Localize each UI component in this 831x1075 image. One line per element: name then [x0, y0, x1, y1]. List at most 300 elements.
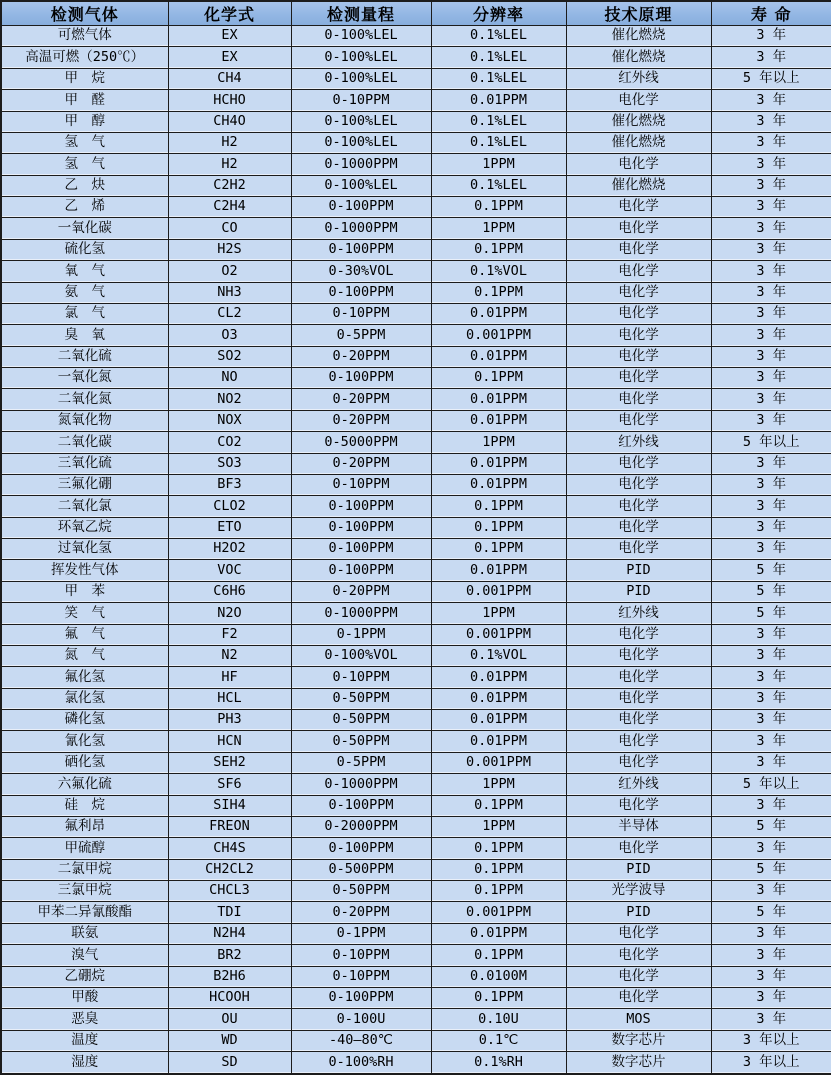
cell-life: 3 年: [711, 945, 831, 966]
cell-principle: PID: [566, 859, 711, 880]
cell-range: 0-1000PPM: [291, 218, 431, 239]
cell-range: 0-1PPM: [291, 923, 431, 944]
cell-formula: CL2: [168, 303, 291, 324]
cell-resolution: 1PPM: [431, 816, 566, 837]
table-row: [1, 282, 831, 303]
cell-gas: 二氯甲烷: [1, 859, 168, 880]
cell-formula: BR2: [168, 945, 291, 966]
cell-resolution: 0.001PPM: [431, 752, 566, 773]
cell-range: 0-10PPM: [291, 667, 431, 688]
table-row: [1, 197, 831, 218]
cell-resolution: 0.01PPM: [431, 474, 566, 495]
cell-resolution: 0.1%LEL: [431, 26, 566, 47]
cell-range: 0-100PPM: [291, 517, 431, 538]
table-row: [1, 303, 831, 324]
cell-formula: SEH2: [168, 752, 291, 773]
cell-resolution: 0.01PPM: [431, 410, 566, 431]
cell-resolution: 1PPM: [431, 603, 566, 624]
cell-resolution: 0.1PPM: [431, 945, 566, 966]
cell-resolution: 0.1PPM: [431, 881, 566, 902]
cell-range: 0-100%LEL: [291, 132, 431, 153]
cell-principle: 电化学: [566, 90, 711, 111]
cell-life: 3 年: [711, 645, 831, 666]
cell-resolution: 0.01PPM: [431, 453, 566, 474]
cell-life: 3 年: [711, 154, 831, 175]
cell-range: 0-100PPM: [291, 368, 431, 389]
cell-gas: 可燃气体: [1, 26, 168, 47]
cell-life: 5 年: [711, 560, 831, 581]
cell-principle: 电化学: [566, 154, 711, 175]
cell-formula: B2H6: [168, 966, 291, 987]
cell-formula: CLO2: [168, 496, 291, 517]
table-row: [1, 496, 831, 517]
cell-life: 5 年: [711, 603, 831, 624]
cell-gas: 氟 气: [1, 624, 168, 645]
cell-formula: HCOOH: [168, 987, 291, 1008]
cell-range: 0-20PPM: [291, 902, 431, 923]
cell-formula: OU: [168, 1009, 291, 1030]
cell-formula: C2H4: [168, 197, 291, 218]
cell-principle: 光学波导: [566, 881, 711, 902]
cell-formula: NO: [168, 368, 291, 389]
cell-life: 3 年: [711, 368, 831, 389]
table-row: [1, 624, 831, 645]
cell-range: 0-20PPM: [291, 453, 431, 474]
cell-range: 0-50PPM: [291, 688, 431, 709]
column-header-gas: 检测气体: [1, 1, 168, 26]
cell-gas: 硒化氢: [1, 752, 168, 773]
column-header-life: 寿 命: [711, 1, 831, 26]
cell-range: 0-100PPM: [291, 987, 431, 1008]
cell-resolution: 1PPM: [431, 218, 566, 239]
cell-principle: 催化燃烧: [566, 26, 711, 47]
cell-resolution: 1PPM: [431, 432, 566, 453]
cell-resolution: 0.01PPM: [431, 90, 566, 111]
cell-life: 5 年以上: [711, 774, 831, 795]
cell-life: 3 年以上: [711, 1052, 831, 1075]
cell-principle: 电化学: [566, 496, 711, 517]
cell-formula: SO3: [168, 453, 291, 474]
cell-life: 3 年: [711, 175, 831, 196]
cell-life: 5 年: [711, 859, 831, 880]
cell-resolution: 0.001PPM: [431, 624, 566, 645]
cell-range: 0-50PPM: [291, 731, 431, 752]
cell-range: 0-10PPM: [291, 474, 431, 495]
cell-formula: EX: [168, 47, 291, 68]
cell-principle: 催化燃烧: [566, 175, 711, 196]
cell-life: 3 年: [711, 218, 831, 239]
cell-range: 0-20PPM: [291, 410, 431, 431]
cell-gas: 氢 气: [1, 132, 168, 153]
cell-resolution: 0.01PPM: [431, 303, 566, 324]
cell-principle: 电化学: [566, 325, 711, 346]
cell-formula: VOC: [168, 560, 291, 581]
table-row: [1, 881, 831, 902]
table-row: [1, 710, 831, 731]
cell-life: 3 年: [711, 474, 831, 495]
cell-range: 0-2000PPM: [291, 816, 431, 837]
cell-formula: SF6: [168, 774, 291, 795]
cell-principle: 电化学: [566, 923, 711, 944]
cell-principle: 电化学: [566, 838, 711, 859]
cell-resolution: 0.1%VOL: [431, 645, 566, 666]
cell-resolution: 1PPM: [431, 774, 566, 795]
cell-formula: N2O: [168, 603, 291, 624]
cell-resolution: 0.001PPM: [431, 902, 566, 923]
cell-life: 3 年: [711, 1009, 831, 1030]
table-row: [1, 731, 831, 752]
cell-range: 0-100PPM: [291, 197, 431, 218]
table-row: [1, 1030, 831, 1051]
cell-range: 0-20PPM: [291, 346, 431, 367]
cell-formula: CH4: [168, 68, 291, 89]
cell-life: 3 年: [711, 261, 831, 282]
table-row: [1, 218, 831, 239]
cell-principle: 电化学: [566, 410, 711, 431]
cell-life: 3 年: [711, 90, 831, 111]
cell-gas: 氟化氢: [1, 667, 168, 688]
cell-formula: O2: [168, 261, 291, 282]
cell-range: 0-100%LEL: [291, 26, 431, 47]
cell-resolution: 0.1PPM: [431, 239, 566, 260]
cell-range: 0-1000PPM: [291, 774, 431, 795]
cell-principle: 数字芯片: [566, 1030, 711, 1051]
cell-formula: O3: [168, 325, 291, 346]
cell-gas: 甲 苯: [1, 581, 168, 602]
cell-range: 0-10PPM: [291, 945, 431, 966]
cell-gas: 氟利昂: [1, 816, 168, 837]
cell-range: 0-100PPM: [291, 239, 431, 260]
cell-gas: 溴气: [1, 945, 168, 966]
cell-resolution: 0.01PPM: [431, 710, 566, 731]
cell-principle: 电化学: [566, 688, 711, 709]
cell-principle: 数字芯片: [566, 1052, 711, 1075]
cell-formula: FREON: [168, 816, 291, 837]
table-row: [1, 560, 831, 581]
cell-gas: 温度: [1, 1030, 168, 1051]
cell-life: 5 年以上: [711, 432, 831, 453]
cell-life: 3 年: [711, 731, 831, 752]
table-row: [1, 132, 831, 153]
header-row: [1, 1, 831, 26]
cell-principle: PID: [566, 581, 711, 602]
cell-gas: 甲 醇: [1, 111, 168, 132]
cell-formula: SO2: [168, 346, 291, 367]
cell-resolution: 0.1%LEL: [431, 68, 566, 89]
cell-range: 0-1000PPM: [291, 154, 431, 175]
cell-life: 3 年: [711, 624, 831, 645]
cell-life: 3 年: [711, 282, 831, 303]
cell-resolution: 0.001PPM: [431, 325, 566, 346]
cell-range: 0-50PPM: [291, 881, 431, 902]
table-row: [1, 1052, 831, 1075]
cell-resolution: 0.1%LEL: [431, 132, 566, 153]
cell-gas: 环氧乙烷: [1, 517, 168, 538]
table-row: [1, 966, 831, 987]
cell-resolution: 0.1PPM: [431, 517, 566, 538]
cell-life: 3 年: [711, 132, 831, 153]
cell-principle: 电化学: [566, 624, 711, 645]
cell-life: 3 年: [711, 111, 831, 132]
cell-formula: HCN: [168, 731, 291, 752]
cell-formula: CO: [168, 218, 291, 239]
table-row: [1, 154, 831, 175]
cell-formula: HCHO: [168, 90, 291, 111]
cell-resolution: 0.1PPM: [431, 496, 566, 517]
table-row: [1, 645, 831, 666]
cell-resolution: 0.001PPM: [431, 581, 566, 602]
table-row: [1, 603, 831, 624]
table-row: [1, 838, 831, 859]
table-row: [1, 816, 831, 837]
cell-principle: 红外线: [566, 432, 711, 453]
cell-formula: C2H2: [168, 175, 291, 196]
cell-principle: 电化学: [566, 239, 711, 260]
cell-principle: PID: [566, 902, 711, 923]
cell-gas: 甲酸: [1, 987, 168, 1008]
cell-life: 5 年: [711, 581, 831, 602]
cell-range: 0-100%RH: [291, 1052, 431, 1075]
cell-principle: 电化学: [566, 795, 711, 816]
cell-resolution: 0.1PPM: [431, 859, 566, 880]
cell-resolution: 0.10U: [431, 1009, 566, 1030]
cell-gas: 甲 烷: [1, 68, 168, 89]
cell-life: 3 年: [711, 197, 831, 218]
cell-life: 3 年: [711, 47, 831, 68]
cell-life: 5 年以上: [711, 68, 831, 89]
cell-range: 0-10PPM: [291, 90, 431, 111]
cell-resolution: 0.1%LEL: [431, 111, 566, 132]
table-row: [1, 859, 831, 880]
cell-range: 0-100U: [291, 1009, 431, 1030]
cell-life: 5 年: [711, 902, 831, 923]
cell-range: 0-1PPM: [291, 624, 431, 645]
cell-life: 3 年: [711, 26, 831, 47]
cell-range: 0-20PPM: [291, 389, 431, 410]
table-row: [1, 410, 831, 431]
cell-principle: 电化学: [566, 966, 711, 987]
cell-formula: WD: [168, 1030, 291, 1051]
cell-principle: 电化学: [566, 197, 711, 218]
cell-gas: 乙硼烷: [1, 966, 168, 987]
column-header-formula: 化学式: [168, 1, 291, 26]
cell-gas: 硅 烷: [1, 795, 168, 816]
cell-gas: 一氧化碳: [1, 218, 168, 239]
cell-gas: 氨 气: [1, 282, 168, 303]
table-row: [1, 68, 831, 89]
cell-principle: 电化学: [566, 346, 711, 367]
cell-life: 3 年: [711, 517, 831, 538]
cell-principle: 电化学: [566, 667, 711, 688]
cell-life: 3 年: [711, 688, 831, 709]
cell-principle: 电化学: [566, 453, 711, 474]
table-row: [1, 175, 831, 196]
table-row: [1, 90, 831, 111]
cell-formula: N2H4: [168, 923, 291, 944]
cell-range: 0-20PPM: [291, 581, 431, 602]
table-row: [1, 774, 831, 795]
cell-life: 3 年: [711, 667, 831, 688]
table-row: [1, 325, 831, 346]
table-row: [1, 368, 831, 389]
cell-gas: 三氧化硫: [1, 453, 168, 474]
cell-gas: 臭 氧: [1, 325, 168, 346]
cell-resolution: 0.1PPM: [431, 282, 566, 303]
cell-formula: NOX: [168, 410, 291, 431]
cell-formula: CH4S: [168, 838, 291, 859]
cell-principle: 电化学: [566, 474, 711, 495]
cell-life: 3 年: [711, 346, 831, 367]
cell-life: 3 年: [711, 838, 831, 859]
cell-gas: 挥发性气体: [1, 560, 168, 581]
cell-resolution: 0.1PPM: [431, 368, 566, 389]
cell-formula: CH2CL2: [168, 859, 291, 880]
cell-gas: 甲苯二异氰酸酯: [1, 902, 168, 923]
cell-principle: 电化学: [566, 752, 711, 773]
cell-principle: 电化学: [566, 303, 711, 324]
cell-life: 3 年: [711, 795, 831, 816]
cell-range: 0-100%VOL: [291, 645, 431, 666]
cell-principle: 电化学: [566, 368, 711, 389]
cell-gas: 甲 醛: [1, 90, 168, 111]
cell-range: 0-10PPM: [291, 303, 431, 324]
table-row: [1, 752, 831, 773]
cell-life: 5 年: [711, 816, 831, 837]
cell-range: 0-5000PPM: [291, 432, 431, 453]
cell-gas: 二氧化碳: [1, 432, 168, 453]
table-row: [1, 261, 831, 282]
cell-life: 3 年: [711, 410, 831, 431]
cell-gas: 乙 烯: [1, 197, 168, 218]
table-row: [1, 688, 831, 709]
cell-resolution: 0.1%LEL: [431, 175, 566, 196]
cell-gas: 二氧化氮: [1, 389, 168, 410]
cell-range: 0-100PPM: [291, 282, 431, 303]
cell-life: 3 年: [711, 239, 831, 260]
cell-resolution: 0.01PPM: [431, 688, 566, 709]
cell-life: 3 年: [711, 987, 831, 1008]
cell-principle: 催化燃烧: [566, 132, 711, 153]
cell-formula: ETO: [168, 517, 291, 538]
cell-formula: CH4O: [168, 111, 291, 132]
cell-formula: H2: [168, 132, 291, 153]
cell-principle: 电化学: [566, 517, 711, 538]
cell-range: 0-100%LEL: [291, 47, 431, 68]
cell-formula: H2: [168, 154, 291, 175]
cell-gas: 湿度: [1, 1052, 168, 1075]
cell-principle: 红外线: [566, 603, 711, 624]
cell-gas: 氯 气: [1, 303, 168, 324]
cell-resolution: 0.1PPM: [431, 539, 566, 560]
cell-principle: MOS: [566, 1009, 711, 1030]
cell-principle: 电化学: [566, 987, 711, 1008]
cell-principle: 电化学: [566, 945, 711, 966]
cell-gas: 过氧化氢: [1, 539, 168, 560]
cell-formula: SD: [168, 1052, 291, 1075]
cell-range: 0-100PPM: [291, 539, 431, 560]
table-row: [1, 539, 831, 560]
cell-life: 3 年: [711, 881, 831, 902]
cell-resolution: 0.01PPM: [431, 731, 566, 752]
cell-resolution: 0.01PPM: [431, 560, 566, 581]
table-row: [1, 26, 831, 47]
cell-formula: C6H6: [168, 581, 291, 602]
cell-range: 0-1000PPM: [291, 603, 431, 624]
table-row: [1, 239, 831, 260]
cell-principle: 催化燃烧: [566, 111, 711, 132]
cell-formula: BF3: [168, 474, 291, 495]
cell-range: 0-30%VOL: [291, 261, 431, 282]
cell-formula: TDI: [168, 902, 291, 923]
cell-formula: N2: [168, 645, 291, 666]
cell-gas: 二氧化氯: [1, 496, 168, 517]
cell-life: 3 年: [711, 966, 831, 987]
cell-life: 3 年: [711, 453, 831, 474]
cell-gas: 高温可燃（250℃）: [1, 47, 168, 68]
cell-resolution: 0.1%VOL: [431, 261, 566, 282]
cell-range: 0-100%LEL: [291, 111, 431, 132]
cell-formula: HF: [168, 667, 291, 688]
cell-range: 0-100PPM: [291, 795, 431, 816]
cell-resolution: 0.1PPM: [431, 987, 566, 1008]
table-row: [1, 902, 831, 923]
cell-principle: 电化学: [566, 645, 711, 666]
table-row: [1, 111, 831, 132]
cell-resolution: 1PPM: [431, 154, 566, 175]
table-row: [1, 453, 831, 474]
cell-principle: 红外线: [566, 774, 711, 795]
table-row: [1, 581, 831, 602]
cell-formula: NH3: [168, 282, 291, 303]
table-row: [1, 517, 831, 538]
table-row: [1, 474, 831, 495]
table-row: [1, 987, 831, 1008]
cell-life: 3 年: [711, 389, 831, 410]
cell-range: 0-10PPM: [291, 966, 431, 987]
cell-gas: 氮 气: [1, 645, 168, 666]
cell-formula: H2S: [168, 239, 291, 260]
cell-gas: 联氨: [1, 923, 168, 944]
cell-life: 3 年: [711, 752, 831, 773]
cell-formula: SIH4: [168, 795, 291, 816]
cell-range: 0-100PPM: [291, 496, 431, 517]
table-row: [1, 1009, 831, 1030]
table-row: [1, 795, 831, 816]
cell-principle: PID: [566, 560, 711, 581]
cell-resolution: 0.1PPM: [431, 795, 566, 816]
table-row: [1, 945, 831, 966]
cell-gas: 恶臭: [1, 1009, 168, 1030]
cell-resolution: 0.0100M: [431, 966, 566, 987]
table-row: [1, 923, 831, 944]
cell-range: 0-5PPM: [291, 752, 431, 773]
cell-life: 3 年: [711, 325, 831, 346]
table-row: [1, 667, 831, 688]
cell-principle: 催化燃烧: [566, 47, 711, 68]
cell-gas: 三氯甲烷: [1, 881, 168, 902]
cell-gas: 氧 气: [1, 261, 168, 282]
cell-principle: 电化学: [566, 389, 711, 410]
table-row: [1, 389, 831, 410]
cell-gas: 笑 气: [1, 603, 168, 624]
cell-gas: 甲硫醇: [1, 838, 168, 859]
cell-range: 0-100%LEL: [291, 68, 431, 89]
cell-range: -40—80℃: [291, 1030, 431, 1051]
cell-formula: H2O2: [168, 539, 291, 560]
cell-formula: CHCL3: [168, 881, 291, 902]
cell-formula: EX: [168, 26, 291, 47]
cell-gas: 氰化氢: [1, 731, 168, 752]
